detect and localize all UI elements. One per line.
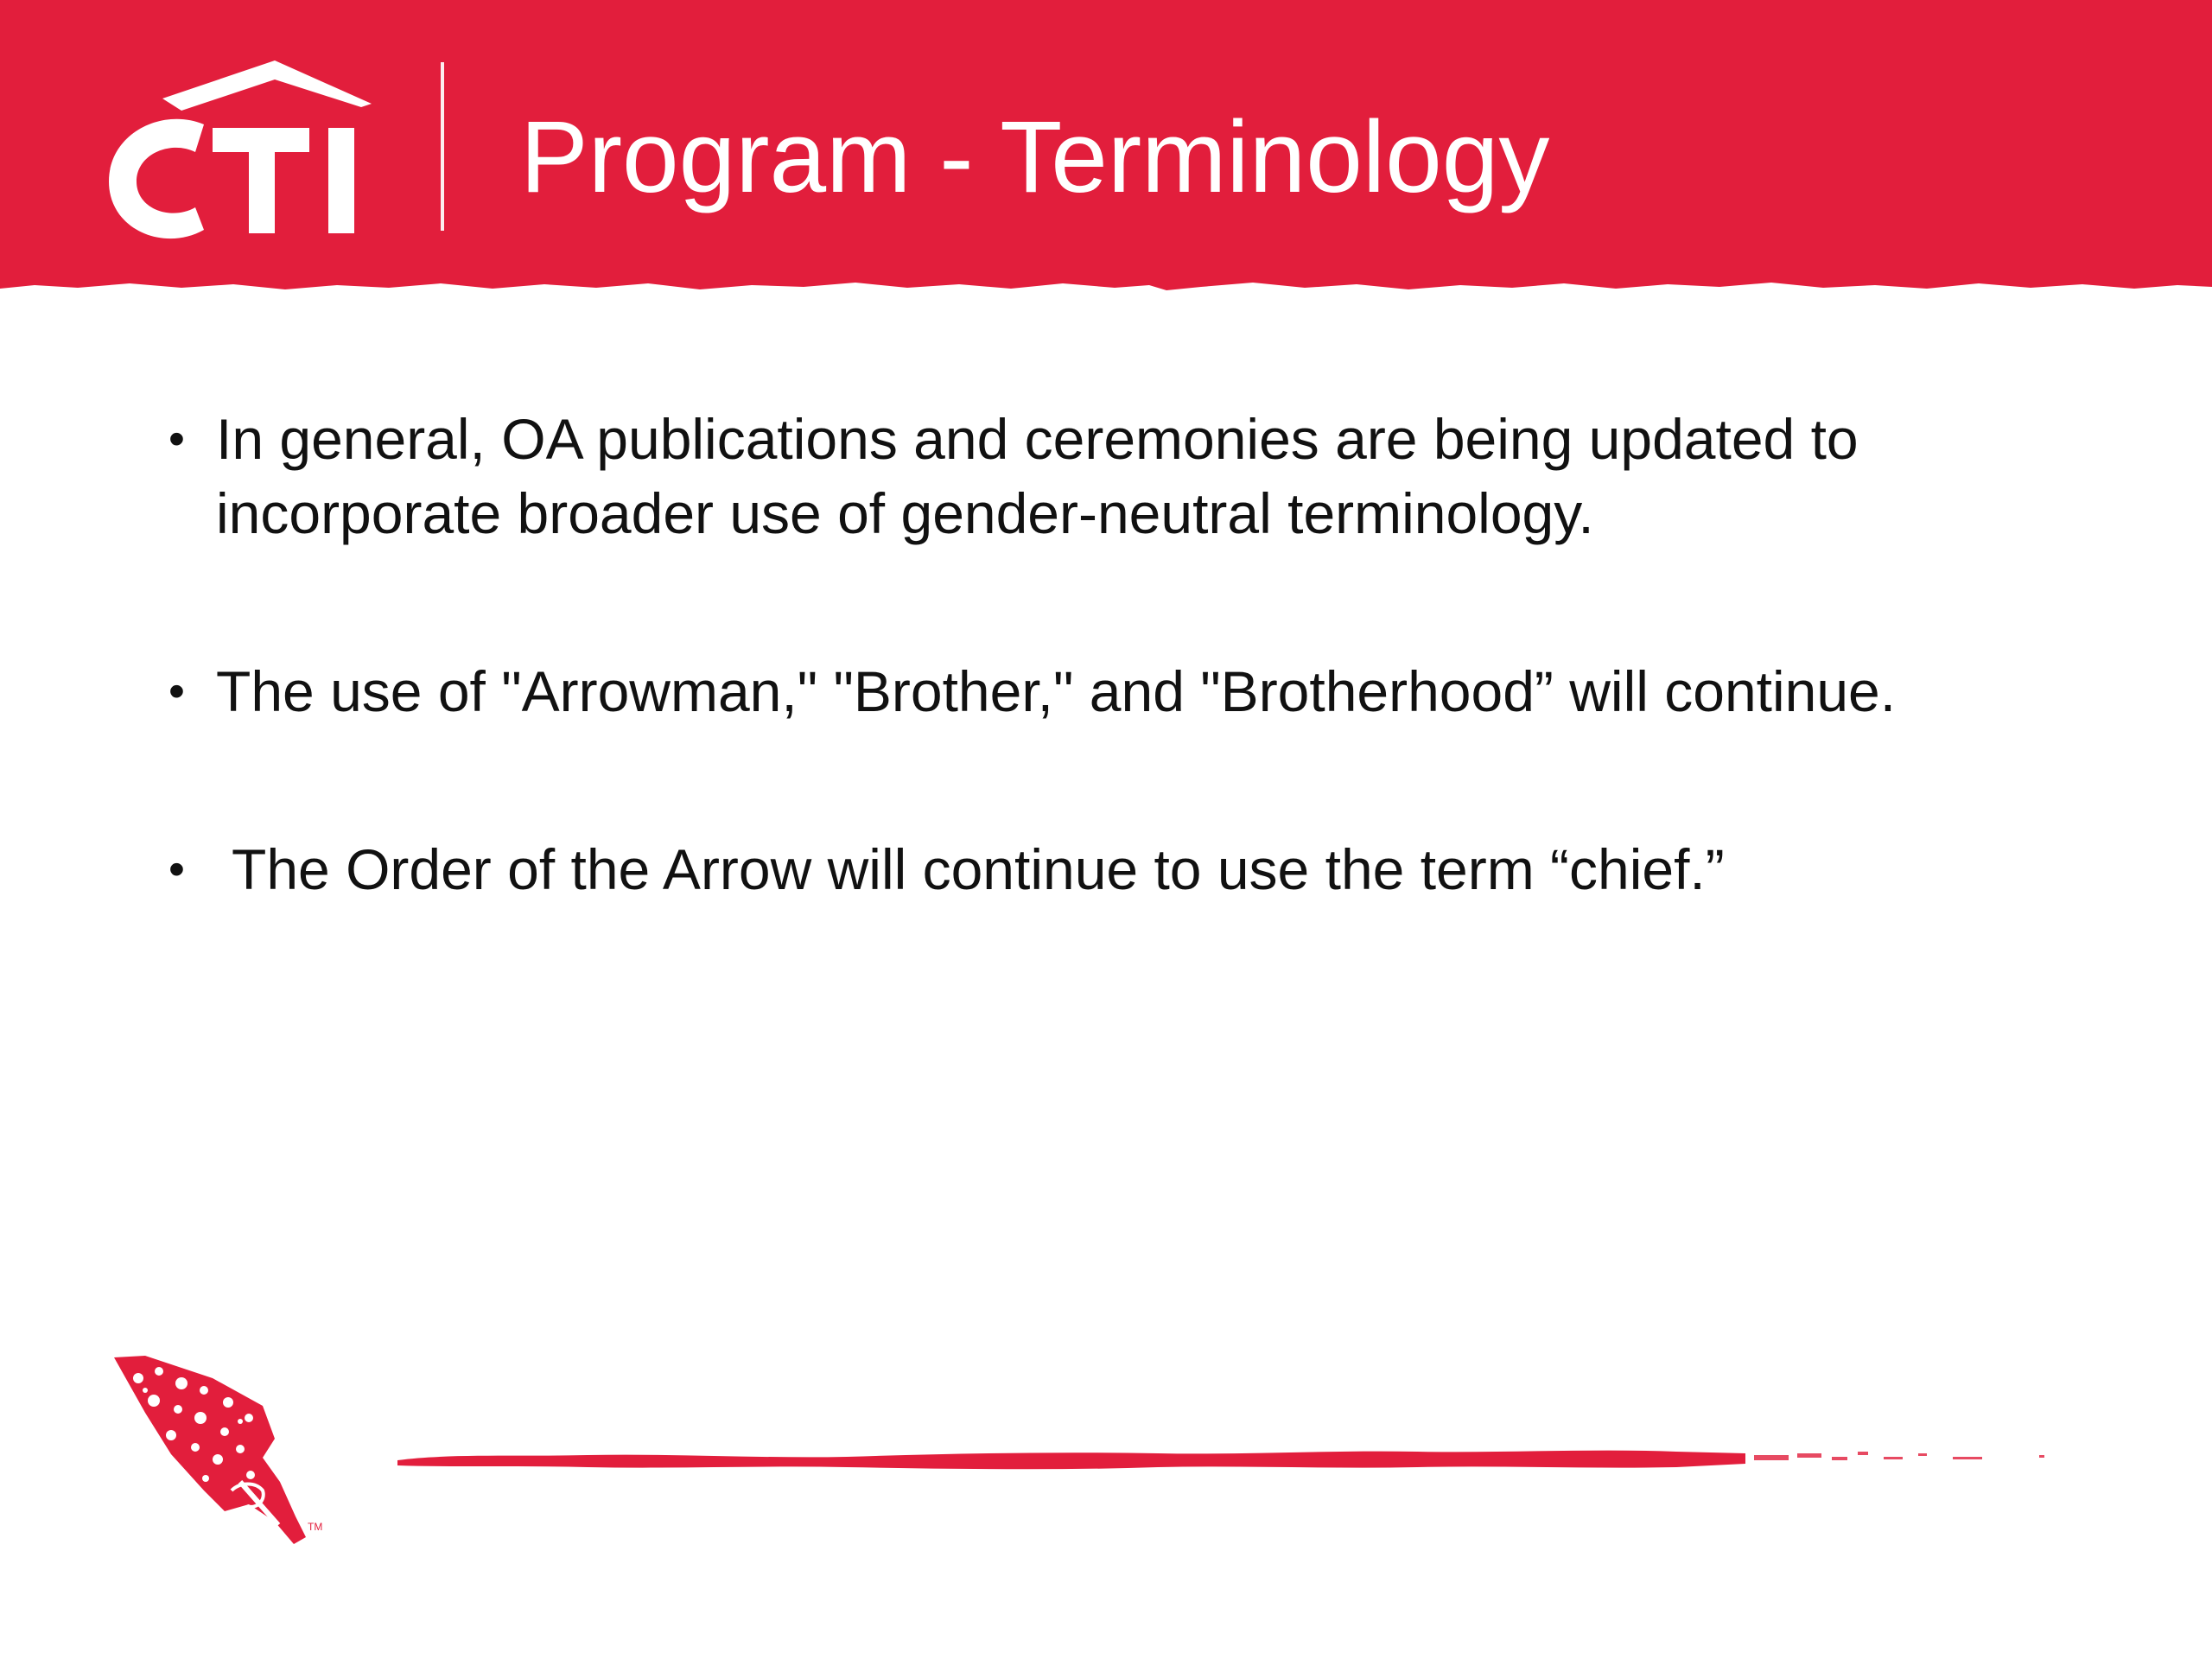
brush-stroke-divider [397,1434,2048,1486]
cti-logo [102,54,378,239]
bullet-item [168,832,2113,906]
bullet-marker: • [168,665,185,717]
bullet-text: The Order of the Arrow will continue to use the term “chief.” [232,837,1725,901]
bullet-text: The use of "Arrowman," "Brother," and "Brotherhood” will continue. [216,659,1897,723]
arrowhead-emblem-icon [111,1352,335,1551]
header-divider [441,62,444,231]
trademark-mark: TM [308,1521,323,1533]
bullet-text: In general, OA publications and ceremonies are being updated to incorporate broader use of gender-neutral terminology. [216,407,1859,545]
bullet-marker: • [168,843,185,895]
bullet-item [168,402,2113,550]
bullet-marker: • [168,413,185,465]
graduation-cap-icon [162,60,372,111]
slide-title: Program - Terminology [520,100,1550,214]
content-area [168,402,2113,1010]
bullet-item [168,654,2113,728]
bullet-list [168,402,2113,906]
